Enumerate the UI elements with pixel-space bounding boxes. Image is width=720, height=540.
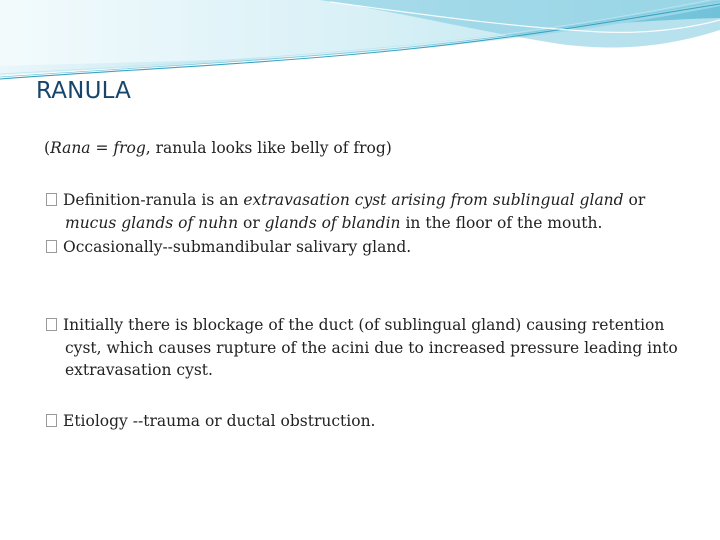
- bullet-emphasis: mucus glands of nuhn: [65, 213, 239, 232]
- slide-subtitle: [44, 137, 684, 160]
- bullet-text: or: [623, 191, 646, 209]
- box-bullet-icon: [46, 414, 57, 427]
- subtitle-term: Rana = frog: [50, 139, 146, 157]
- slide-title: RANULA: [36, 78, 132, 104]
- bullet-definition: [46, 189, 686, 234]
- bullet-lead: Definition: [63, 191, 141, 209]
- bullet-line: [46, 236, 686, 259]
- bullet-line: [46, 189, 686, 212]
- bullet-text: in the floor of the mouth.: [400, 213, 603, 232]
- bullet-text: -ranula is an: [140, 191, 244, 209]
- bullet-line: [46, 212, 686, 235]
- bullet-text: or: [238, 213, 265, 232]
- bullet-line: extravasation cyst.: [65, 361, 213, 379]
- bullet-emphasis: glands of blandin: [264, 213, 401, 232]
- box-bullet-icon: [46, 318, 57, 331]
- bullet-emphasis: extravasation cyst arising from sublingual gland: [243, 191, 624, 209]
- bullet-line: cyst, which causes rupture of the acini due to increased pressure leading into: [65, 338, 678, 357]
- subtitle-open: (: [44, 139, 51, 157]
- bullet-occasionally: [46, 236, 686, 259]
- bullet-text: Initially there is blockage of the duct (of sublingual gland) causing retention: [63, 316, 665, 334]
- bullet-text: --trauma or ductal obstruction.: [127, 412, 376, 430]
- bullet-etiology: [46, 410, 686, 433]
- bullet-text: Occasionally--submandibular salivary gland.: [63, 238, 412, 256]
- bullet-lead: Etiology: [63, 412, 128, 430]
- box-bullet-icon: [46, 240, 57, 253]
- bullet-line: [46, 314, 686, 337]
- header-wave-decoration: [0, 0, 720, 90]
- box-bullet-icon: [46, 193, 57, 206]
- subtitle-rest: , ranula looks like belly of frog): [145, 139, 392, 157]
- bullet-pathogenesis: [46, 314, 686, 382]
- bullet-line: [46, 410, 686, 433]
